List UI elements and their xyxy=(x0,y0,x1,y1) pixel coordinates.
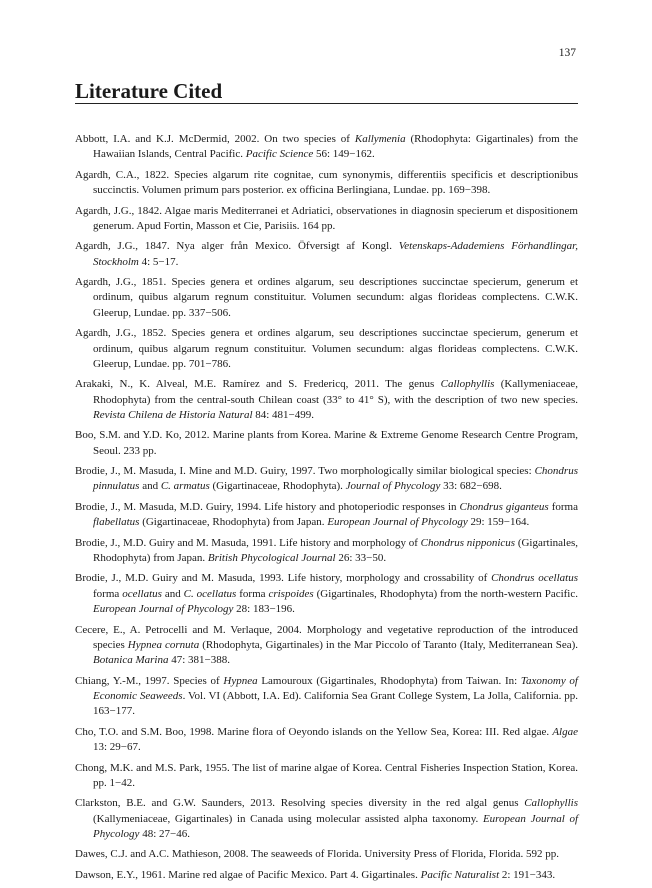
reference-text: forma xyxy=(236,587,269,600)
reference-entry xyxy=(75,796,578,842)
reference-italic-text: Chondrus ocellatus xyxy=(491,572,578,585)
reference-entry xyxy=(75,239,578,270)
reference-italic-text: Callophyllis xyxy=(440,378,495,391)
reference-text: Brodie, J., M. Masuda, M.D. Guiry, 1994. Life history and photoperiodic responses in xyxy=(75,500,460,513)
reference-entry xyxy=(75,623,578,669)
reference-text: (Gigartinales, Rhodophyta) from the north-western Pacific. xyxy=(313,587,579,600)
reference-text: Dawson, E.Y., 1961. Marine red algae of Pacific Mexico. Part 4. Gigartinales. xyxy=(75,868,421,881)
reference-text: Agardh, J.G., 1852. Species genera et ordines algarum, seu descriptiones succinctae specierum, generum et ordinum, quibus algarum regnum constituitur. Volumen secundum: algas florideas complectens. C.W.K. Gleerup, Lundae. pp. 701−786. xyxy=(75,327,578,370)
reference-text: Dawes, C.J. and A.C. Mathieson, 2008. The seaweeds of Florida. University Press of Florida, Florida. 592 pp. xyxy=(75,848,560,861)
reference-italic-text: Chondrus pinnulatus xyxy=(93,465,578,493)
reference-text: Cecere, E., A. Petrocelli and M. Verlaque, 2004. Morphology and vegetative reproduction of the introduced species xyxy=(75,623,578,651)
reference-text: Agardh, C.A., 1822. Species algarum rite cognitae, cum synonymis, differentiis specificis et descriptionibus succinctis. Volumen primum pars posterior. ex officina Berlingiana, Lundae. pp. 169−398. xyxy=(75,168,578,197)
reference-text: (Rhodophyta: Gigartinales) from the Hawaiian Islands, Central Pacific. xyxy=(93,133,578,161)
reference-italic-text: European Journal of Phycology xyxy=(93,603,234,616)
reference-text: Lamouroux (Gigartinales, Rhodophyta) from Taiwan. In: xyxy=(257,674,521,687)
reference-italic-text: Vetenskaps-Adademiens Förhandlingar, Stockholm xyxy=(93,240,578,268)
reference-text: and xyxy=(139,480,161,493)
reference-entry xyxy=(75,761,578,792)
reference-italic-text: Kallymenia xyxy=(354,133,406,145)
reference-text: Agardh, J.G., 1847. Nya alger från Mexico. Öfversigt af Kongl. xyxy=(75,240,399,253)
reference-text: Arakaki, N., K. Alveal, M.E. Ramírez and S. Fredericq, 2011. The genus xyxy=(75,378,441,391)
reference-text: Agardh, J.G., 1851. Species genera et ordines algarum, seu descriptiones succinctae specierum, generum et ordinum, quibus algarum regnum constituitur. Volumen secundum: algas florideas complectens. C.W.K. Gleerup, Lundae. pp. 337−506. xyxy=(75,276,578,319)
reference-italic-text: Botanica Marina xyxy=(93,654,169,667)
reference-italic-text: Pacific Science xyxy=(245,148,314,161)
reference-italic-text: Revista Chilena de Historia Natural xyxy=(93,408,253,421)
reference-italic-text: C. ocellatus xyxy=(183,587,237,600)
reference-text: . Vol. VI (Abbott, I.A. Ed). California Sea Grant College System, La Jolla, California. pp. 163−177. xyxy=(93,689,578,718)
reference-entry xyxy=(75,326,578,372)
reference-text: (Kallymeniaceae, Rhodophyta) from the central-south Chilean coast (33° to 41° S), with the description of two new species. xyxy=(93,378,578,406)
reference-text: and xyxy=(161,587,184,600)
reference-entry xyxy=(75,132,578,163)
reference-italic-text: flabellatus xyxy=(93,516,140,529)
reference-italic-text: Hypnea cornuta xyxy=(127,638,200,651)
reference-entry xyxy=(75,275,578,321)
reference-text: Clarkston, B.E. and G.W. Saunders, 2013. Resolving species diversity in the red algal genus xyxy=(75,797,525,810)
reference-text: 29: 159−164. xyxy=(467,516,530,529)
reference-text: 84: 481−499. xyxy=(252,408,315,421)
reference-text: Abbott, I.A. and K.J. McDermid, 2002. On two species of xyxy=(75,133,355,145)
reference-text: Brodie, J., M.D. Guiry and M. Masuda, 1991. Life history and morphology of xyxy=(75,536,421,549)
page-number: 137 xyxy=(558,47,576,59)
reference-text: (Kallymeniaceae, Gigartinales) in Canada using molecular assisted alpha taxonomy. xyxy=(93,812,483,825)
reference-text: forma xyxy=(93,587,123,600)
reference-text: 26: 33−50. xyxy=(335,552,387,564)
reference-list xyxy=(75,132,578,888)
reference-text: Boo, S.M. and Y.D. Ko, 2012. Marine plants from Korea. Marine & Extreme Genome Research Centre Program, Seoul. 233 pp. xyxy=(75,429,578,457)
reference-entry xyxy=(75,847,578,862)
section-heading: Literature Cited xyxy=(75,79,223,103)
reference-entry xyxy=(75,868,578,883)
reference-italic-text: Journal of Phycology xyxy=(345,480,441,493)
reference-italic-text: Chondrus nipponicus xyxy=(420,536,516,549)
reference-text: 47: 381−388. xyxy=(168,654,230,667)
reference-entry xyxy=(75,377,578,423)
reference-entry xyxy=(75,500,578,531)
reference-entry xyxy=(75,428,578,459)
reference-text: Brodie, J., M. Masuda, I. Mine and M.D. Guiry, 1997. Two morphologically similar biological species: xyxy=(75,465,535,478)
reference-italic-text: Pacific Naturalist xyxy=(420,868,500,881)
reference-italic-text: ocellatus xyxy=(122,587,162,600)
reference-text: Agardh, J.G., 1842. Algae maris Mediterranei et Adriatici, observationes in diagnosin specierum et dispositionem generum. Apud Fortin, Masson et Cie, Parisiis. 164 pp. xyxy=(75,204,578,232)
reference-text: Chiang, Y.-M., 1997. Species of xyxy=(75,674,224,687)
reference-text: 33: 682−698. xyxy=(440,480,502,493)
reference-text: Cho, T.O. and S.M. Boo, 1998. Marine flora of Oeyondo islands on the Yellow Sea, Korea: III. Red algae. xyxy=(75,725,553,738)
reference-entry xyxy=(75,464,578,495)
reference-entry xyxy=(75,674,578,720)
reference-text: Brodie, J., M.D. Guiry and M. Masuda, 1993. Life history, morphology and crossability of xyxy=(75,572,492,585)
reference-text: forma xyxy=(548,500,578,513)
reference-italic-text: British Phycological Journal xyxy=(207,552,336,564)
reference-italic-text: Chondrus giganteus xyxy=(459,500,549,513)
reference-entry xyxy=(75,168,578,199)
reference-italic-text: Hypnea xyxy=(223,674,258,687)
reference-italic-text: European Journal of Phycology xyxy=(93,812,579,840)
reference-text: (Gigartinaceae, Rhodophyta) from Japan. xyxy=(139,516,328,529)
reference-text: 56: 149−162. xyxy=(313,148,375,161)
reference-entry xyxy=(75,571,578,617)
reference-italic-text: crispoides xyxy=(268,587,314,600)
reference-italic-text: Taxonomy of Economic Seaweeds xyxy=(93,674,578,702)
heading-rule xyxy=(75,103,578,104)
reference-text: 28: 183−196. xyxy=(233,603,295,616)
reference-italic-text: Algae xyxy=(552,725,578,738)
reference-text: 4: 5−17. xyxy=(138,255,179,268)
reference-italic-text: C. armatus xyxy=(160,480,210,493)
reference-text: (Gigartinales, Rhodophyta) from Japan. xyxy=(93,536,578,564)
reference-italic-text: Callophyllis xyxy=(524,797,578,810)
reference-text: (Gigartinaceae, Rhodophyta). xyxy=(209,480,346,493)
reference-italic-text: European Journal of Phycology xyxy=(327,516,468,529)
reference-text: (Rhodophyta, Gigartinales) in the Mar Piccolo of Taranto (Italy, Mediterranean Sea). xyxy=(199,638,579,651)
reference-entry xyxy=(75,204,578,235)
reference-entry xyxy=(75,725,578,756)
reference-text: 2: 191−343. xyxy=(499,868,556,881)
reference-text: Chong, M.K. and M.S. Park, 1955. The list of marine algae of Korea. Central Fisheries Inspection Station, Korea. pp. 1−42. xyxy=(75,761,578,789)
reference-entry xyxy=(75,536,578,567)
reference-text: 13: 29−67. xyxy=(93,741,141,754)
reference-text: 48: 27−46. xyxy=(139,827,190,840)
